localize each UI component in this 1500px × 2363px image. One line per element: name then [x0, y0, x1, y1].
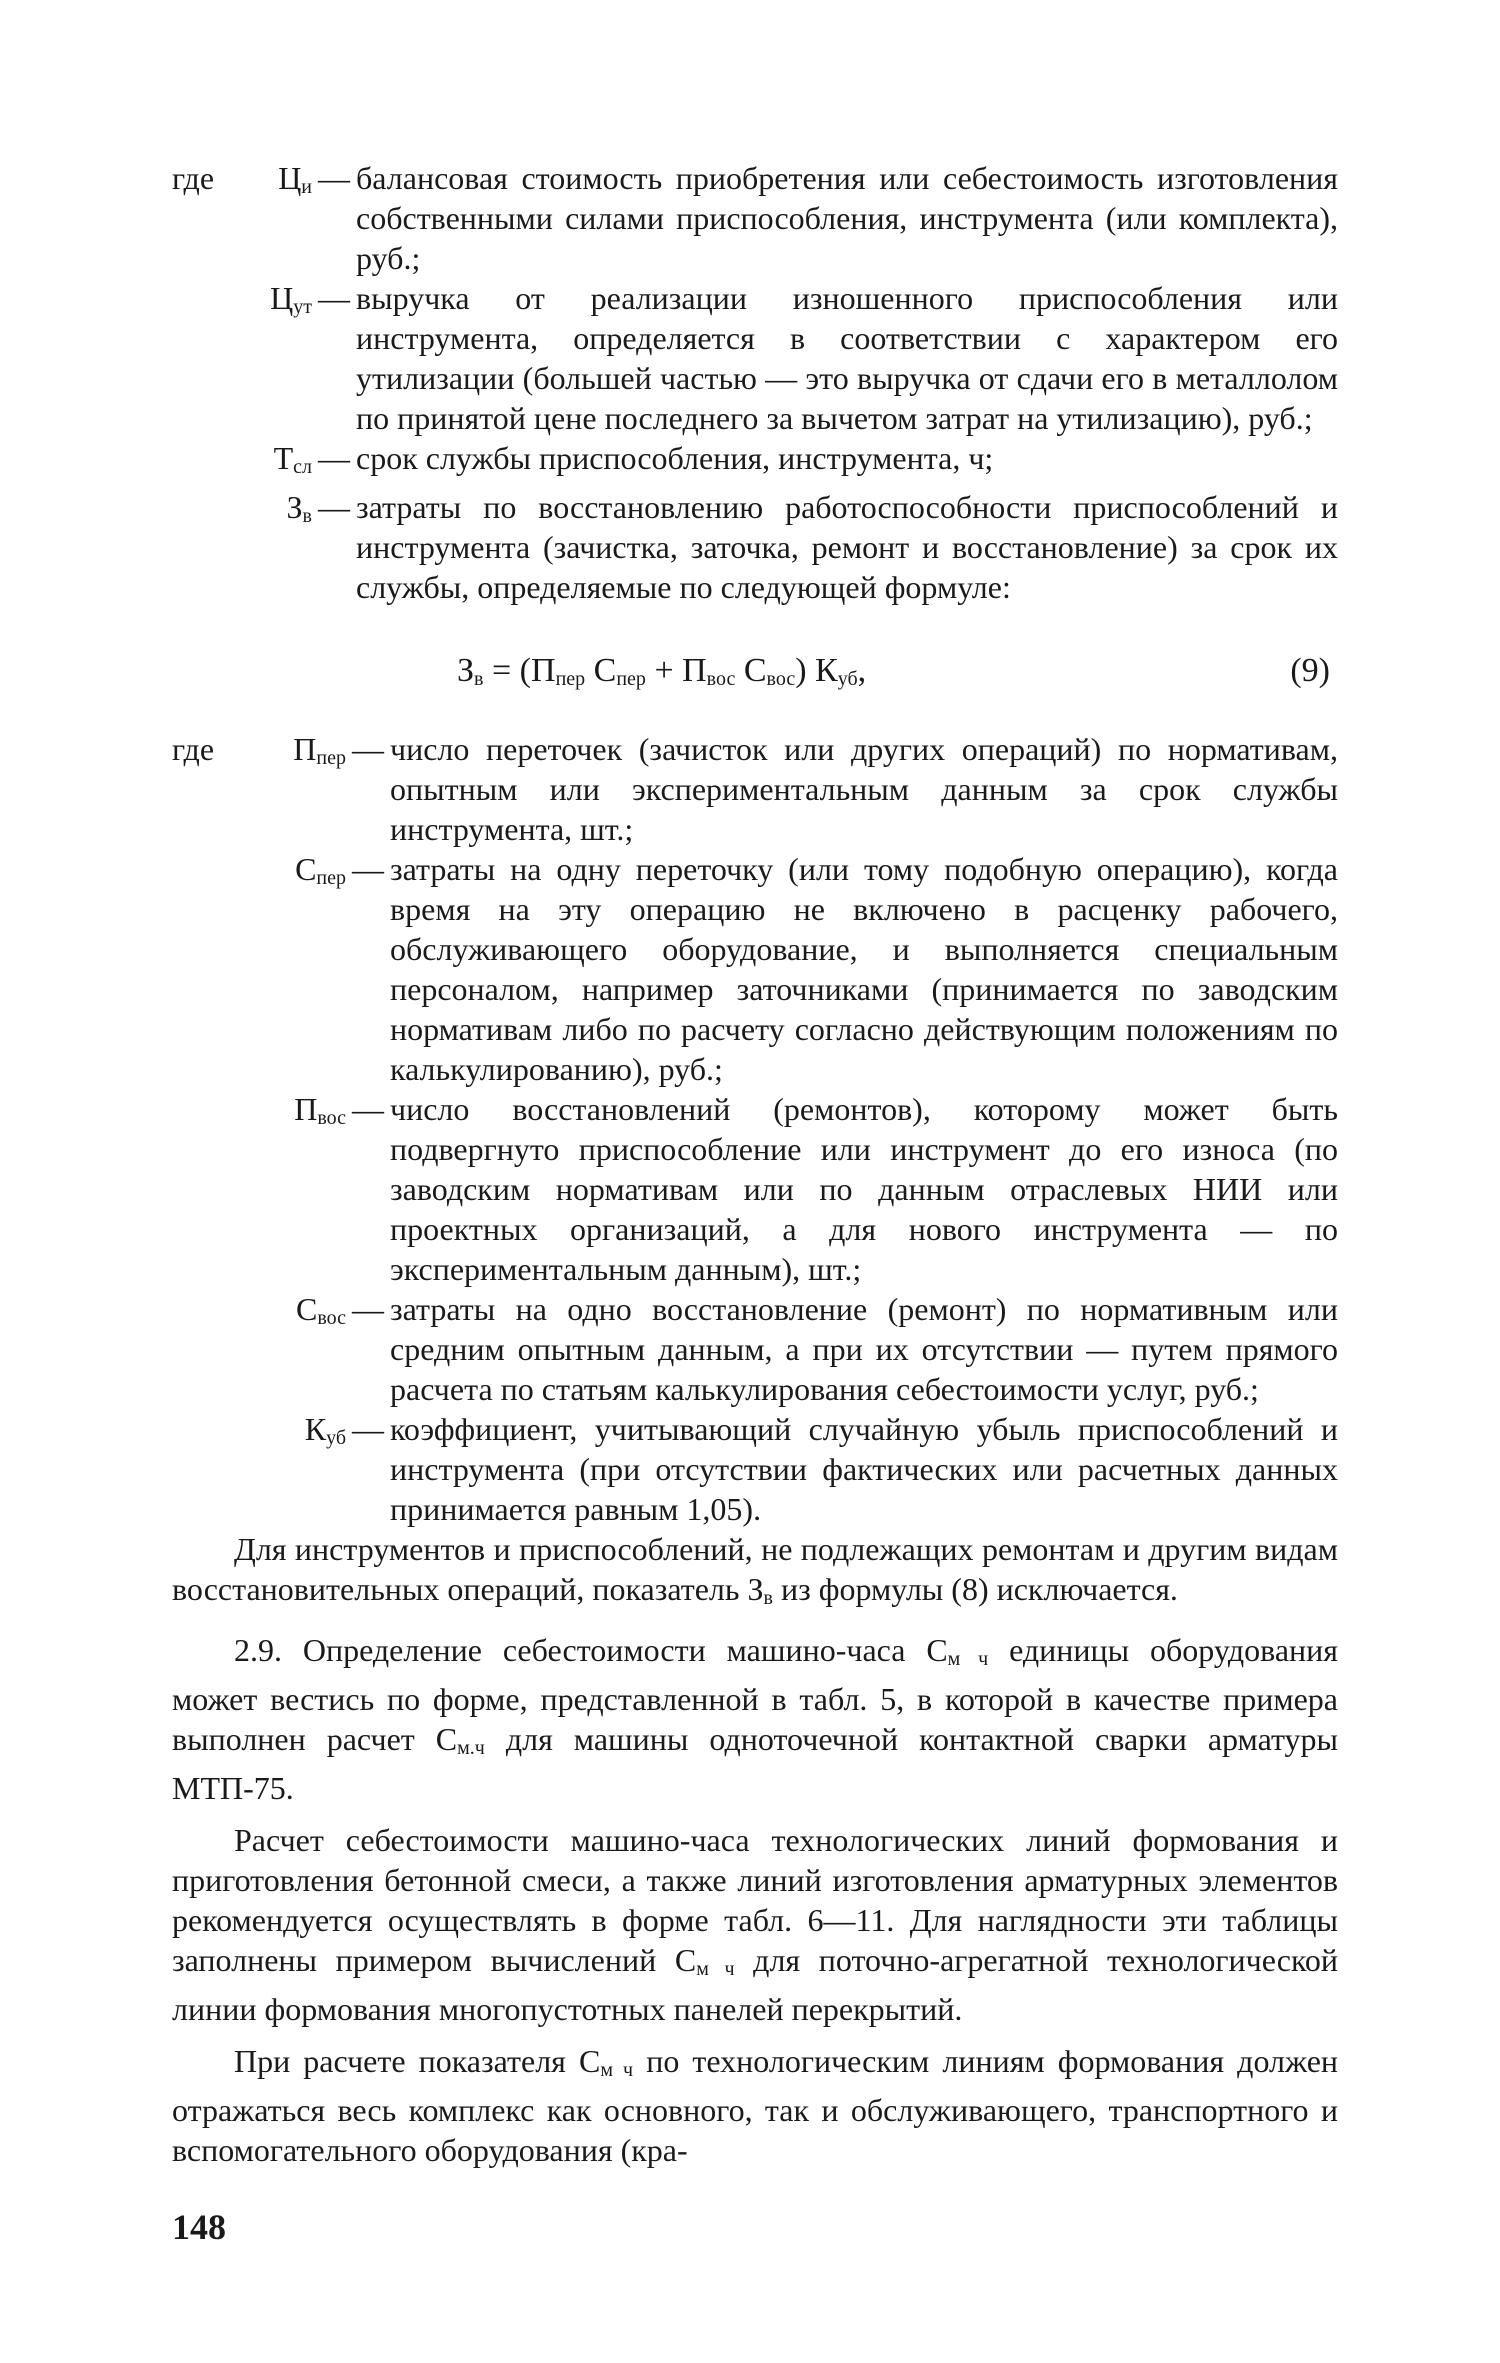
- where-label: где: [172, 160, 215, 196]
- where-label: где: [172, 731, 215, 767]
- definition-zv: $З_в$ — затраты по восстановлению работоспособности приспособлений и инструмента (зачистка, заточка, ремонт и восстановление) за срок их службы, определяемые по следующей формуле:: [172, 487, 1338, 607]
- formula-9: [172, 629, 1338, 721]
- definitions-block-2: [172, 729, 1338, 1529]
- paragraph-indicator: При расчете показателя $С_{м ч}$ по технологическим линиям формования должен отражаться весь комплекс как основного, так и обслуживающего, транспортного и вспомогательного оборудования (кра-: [172, 2043, 1339, 2168]
- definition-text: число восстановлений (ремонтов), которому может быть подвергнуто приспособление или инструмент до его износа (по заводским нормативам или по данным отраслевых НИИ или проектных организаций, а для нового инструмента — по экспериментальным данным), шт.;: [390, 1091, 1338, 1287]
- definition-tsut: $Ц_{ут}$ — выручка от реализации изношенного приспособления или инструмента, определяется в соответствии с характером его утилизации (большей частью — это выручка от сдачи его в металлолом по принятой цене последнего за вычетом затрат на утилизацию), руб.;: [172, 278, 1338, 438]
- definition-text: коэффициент, учитывающий случайную убыль приспособлений и инструмента (при отсутствии фактических или расчетных данных принимается равным 1,05).: [390, 1411, 1338, 1527]
- definition-svos: $С_{вос}$ — затраты на одно восстановление (ремонт) по нормативным или средним опытным данным, а при их отсутствии — путем прямого расчета по статьям калькулирования себестоимости услуг, руб.;: [172, 1289, 1338, 1409]
- page-content: [172, 158, 1338, 2170]
- symbol-tsl: $Т_{сл}$: [273, 440, 312, 478]
- symbol-zv: $З_в$: [286, 489, 312, 527]
- definition-text: балансовая стоимость приобретения или себестоимость изготовления собственными силами приспособления, инструмента (или комплекта), руб.;: [356, 160, 1338, 276]
- definition-tsl: $Т_{сл}$ — срок службы приспособления, инструмента, ч;: [172, 438, 1338, 487]
- definition-text: затраты на одну переточку (или тому подобную операцию), когда время на эту операцию не включено в расценку рабочего, обслуживающего оборудование, и выполняется специальным персоналом, например заточниками (принимается по заводским нормативам либо по расчету согласно действующим положениям по калькулированию), руб.;: [390, 851, 1338, 1087]
- definition-pvos: $П_{вос}$ — число восстановлений (ремонтов), которому может быть подвергнуто приспособление или инструмент до его износа (по заводским нормативам или по данным отраслевых НИИ или проектных организаций, а для нового инструмента — по экспериментальным данным), шт.;: [172, 1089, 1338, 1289]
- paragraph-instruments: Для инструментов и приспособлений, не подлежащих ремонтам и другим видам восстановительных операций, показатель $З_в$ из формулы (8) исключается.: [172, 1531, 1338, 1609]
- definitions-block-1: [172, 158, 1338, 607]
- symbol-pvos: $П_{вос}$: [294, 1091, 346, 1129]
- symbol-tsut: $Ц_{ут}$: [270, 280, 312, 318]
- definition-text: срок службы приспособления, инструмента, ч;: [356, 440, 994, 476]
- definition-sper: $С_{пер}$ — затраты на одну переточку (или тому подобную операцию), когда время на эту операцию не включено в расценку рабочего, обслуживающего оборудование, и выполняется специальным персоналом, например заточниками (принимается по заводским нормативам либо по расчету согласно действующим положениям по калькулированию), руб.;: [172, 849, 1338, 1089]
- symbol-tsi: $Ц_и$: [278, 160, 312, 198]
- definition-tsi: где $Ц_и$ — балансовая стоимость приобретения или себестоимость изготовления собственными силами приспособления, инструмента (или комплекта), руб.;: [172, 160, 1338, 276]
- definition-text: выручка от реализации изношенного приспособления или инструмента, определяется в соответствии с характером его утилизации (большей частью — это выручка от сдачи его в металлолом по принятой цене последнего за вычетом затрат на утилизацию), руб.;: [356, 280, 1338, 436]
- definition-text: число переточек (зачисток или других операций) по нормативам, опытным или экспериментальным данным за срок службы инструмента, шт.;: [390, 731, 1338, 847]
- definition-text: затраты по восстановлению работоспособности приспособлений и инструмента (зачистка, заточка, ремонт и восстановление) за срок их службы, определяемые по следующей формуле:: [356, 489, 1338, 605]
- formula-number: (9): [1290, 652, 1330, 689]
- definition-pper: где $П_{пер}$ — число переточек (зачисток или других операций) по нормативам, опытным или экспериментальным данным за срок службы инструмента, шт.;: [172, 731, 1338, 847]
- page-number: 148: [172, 2207, 226, 2247]
- definition-text: затраты на одно восстановление (ремонт) по нормативным или средним опытным данным, а при их отсутствии — путем прямого расчета по статьям калькулирования себестоимости услуг, руб.;: [390, 1291, 1338, 1407]
- formula-expression: $З_в = (П_{пер}$ $С_{пер} + П_{вос}$ $С_{вос}$) $К_{уб}$,: [457, 652, 867, 690]
- symbol-sper: $С_{пер}$: [295, 851, 346, 889]
- symbol-svos: $С_{вос}$: [295, 1291, 346, 1329]
- symbol-kub: $К_{уб}$: [304, 1411, 346, 1449]
- definition-kub: $К_{уб}$ — коэффициент, учитывающий случайную убыль приспособлений и инструмента (при отсутствии фактических или расчетных данных принимается равным 1,05).: [172, 1409, 1338, 1529]
- paragraph-2-9: 2.9. Определение себестоимости машино-часа $С_{м ч}$ единицы оборудования может вестись по форме, представленной в табл. 5, в которой в качестве примера выполнен расчет $С_{м.ч}$ для машины одноточечной контактной сварки арматуры МТП-75.: [172, 1632, 1339, 1806]
- symbol-pper: $П_{пер}$: [293, 731, 346, 769]
- paragraph-lines-calculation: Расчет себестоимости машино-часа технологических линий формования и приготовления бетонной смеси, а также линий изготовления арматурных элементов рекомендуется осуществлять в форме табл. 6—11. Для наглядности эти таблицы заполнены примером вычислений $С_{м ч}$ для поточно-агрегатной технологической линии формования многопустотных панелей перекрытий.: [172, 1822, 1339, 2027]
